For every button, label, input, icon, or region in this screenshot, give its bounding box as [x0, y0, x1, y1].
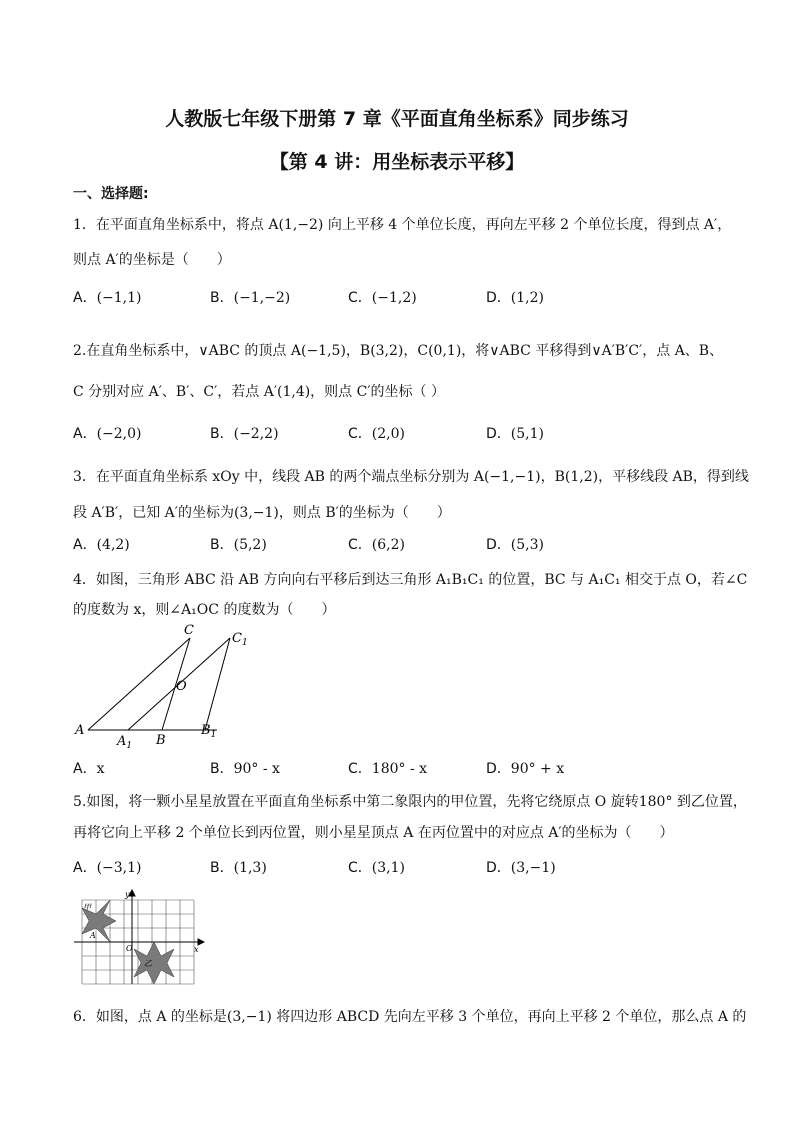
q5-grid-figure [70, 888, 205, 988]
q4-option-a: A．x [73, 761, 105, 777]
q5-line-1: 5.如图，将一颗小星星放置在平面直角坐标系中第二象限内的甲位置，先将它绕原点 O 旋转180° 到乙位置， [73, 794, 747, 810]
segment-ac [88, 638, 190, 730]
q2-option-c: C．(2,0) [348, 426, 405, 442]
q4-triangle-figure [70, 618, 270, 748]
q2-option-a: A．(−2,0) [73, 426, 142, 442]
label-o: O [126, 944, 133, 953]
label-a: A [90, 931, 96, 940]
q4-line-2: 的度数为 x，则∠A₁OC 的度数为（ ） [73, 602, 336, 618]
q1-option-a: A．(−1,1) [73, 290, 142, 306]
section-heading: 一、选择题: [73, 186, 149, 202]
q4-line-1: 4．如图，三角形 ABC 沿 AB 方向向右平移后到达三角形 A₁B₁C₁ 的位置，BC 与 A₁C₁ 相交于点 O，若∠C [73, 572, 748, 588]
label-c1: $C_1$ [232, 631, 248, 648]
label-c: C [184, 623, 194, 638]
q3-option-b: B．(5,2) [210, 537, 267, 553]
label-a: A [75, 723, 85, 738]
q1-line-1: 1．在平面直角坐标系中，将点 A(1,−2) 向上平移 4 个单位长度，再向左平移 2 个单位长度，得到点 A′， [73, 217, 732, 233]
label-a1: $A_1$ [117, 734, 133, 748]
segment-c1b1 [205, 638, 230, 730]
page-title: 人教版七年级下册第 7 章《平面直角坐标系》同步练习 [165, 108, 629, 130]
q2-line-1: 2.在直角坐标系中，∨ABC 的顶点 A(−1,5)，B(3,2)，C(0,1)，将∨ABC 平移得到∨A′B′C′，点 A、B、 [73, 343, 724, 359]
q3-line-1: 3．在平面直角坐标系 xOy 中，线段 AB 的两个端点坐标分别为 A(−1,−1)，B(1,2)，平移线段 AB，得到线 [73, 469, 749, 485]
label-y: y [125, 890, 130, 899]
q5-option-d: D．(3,−1) [486, 860, 556, 876]
label-x: x [194, 945, 199, 954]
q5-line-2: 再将它向上平移 2 个单位长到丙位置，则小星星顶点 A 在丙位置中的对应点 A′的坐标为（ ） [73, 825, 674, 841]
q4-option-d: D．90° + x [486, 761, 565, 777]
q3-option-c: C．(6,2) [348, 537, 405, 553]
q3-option-d: D．(5,3) [486, 537, 544, 553]
label-jia: 甲 [83, 903, 91, 912]
q3-line-2: 段 A′B′，已知 A′的坐标为(3,−1)，则点 B′的坐标为（ ） [73, 505, 451, 521]
page-subtitle: 【第 4 讲：用坐标表示平移】 [269, 151, 525, 173]
q1-option-c: C．(−1,2) [348, 290, 417, 306]
label-b1: $B_1$ [201, 723, 217, 740]
q1-line-2: 则点 A′的坐标是（ ） [73, 252, 231, 268]
x-axis-arrow-icon [198, 939, 204, 945]
q5-option-c: C．(3,1) [348, 860, 405, 876]
q1-option-b: B．(−1,−2) [210, 290, 291, 306]
label-b: B [156, 733, 166, 748]
label-yi: 乙 [144, 959, 152, 968]
star-yi-icon [134, 942, 174, 984]
q4-option-c: C．180° - x [348, 761, 428, 777]
q5-option-b: B．(1,3) [210, 860, 267, 876]
q3-option-a: A．(4,2) [73, 537, 130, 553]
q2-option-b: B．(−2,2) [210, 426, 279, 442]
y-axis-arrow-icon [129, 890, 135, 896]
q2-option-d: D．(5,1) [486, 426, 544, 442]
q5-option-a: A．(−3,1) [73, 860, 142, 876]
q1-option-d: D．(1,2) [486, 290, 544, 306]
q2-line-2: C 分别对应 A′、B′、C′，若点 A′(1,4)，则点 C′的坐标（ ） [73, 384, 445, 400]
label-o: O [176, 679, 187, 694]
q6-line-1: 6．如图，点 A 的坐标是(3,−1) 将四边形 ABCD 先向左平移 3 个单位，再向上平移 2 个单位，那么点 A 的 [73, 1009, 747, 1025]
q4-option-b: B．90° - x [210, 761, 280, 777]
